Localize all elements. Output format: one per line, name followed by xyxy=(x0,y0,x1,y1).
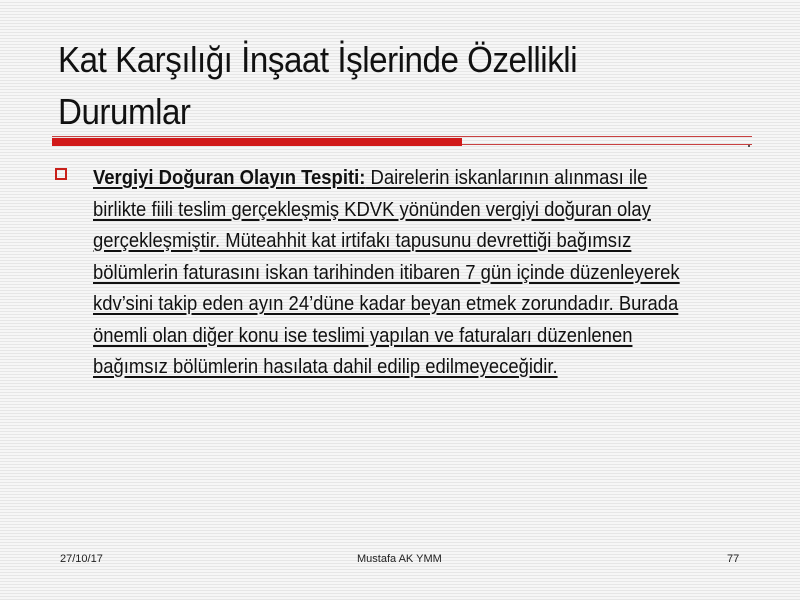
bullet-text xyxy=(93,162,705,383)
footer-date: 27/10/17 xyxy=(60,553,103,565)
divider-end-mark xyxy=(748,145,750,147)
footer-author: Mustafa AK YMM xyxy=(357,553,442,565)
bullet-lead: Vergiyi Doğuran Olayın Tespiti: xyxy=(93,166,366,189)
bullet-body: Dairelerin iskanlarının alınması ile birlikte fiili teslim gerçekleşmiş KDVK yönünden vergiyi doğuran olay gerçekleşmiştir. Müteahhit kat irtifakı tapusunu devrettiği bağımsız bölümlerin faturasını iskan tarihinden itibaren 7 gün içinde düzenleyerek kdv’sini takip eden ayın 24’düne kadar beyan etmek zorundadır. Burada önemli olan diğer konu ise teslimi yapılan ve faturaları düzenlenen bağımsız bölümlerin hasılata dahil edilip edilmeyeceğidir. xyxy=(93,166,680,378)
title-accent-bar xyxy=(52,138,462,146)
title-divider-lower xyxy=(462,144,752,145)
title-divider xyxy=(52,136,752,137)
page-number: 77 xyxy=(727,553,740,565)
slide-title: Kat Karşılığı İnşaat İşlerinde Özellikli Durumlar xyxy=(58,39,578,132)
square-bullet-icon xyxy=(55,168,67,180)
